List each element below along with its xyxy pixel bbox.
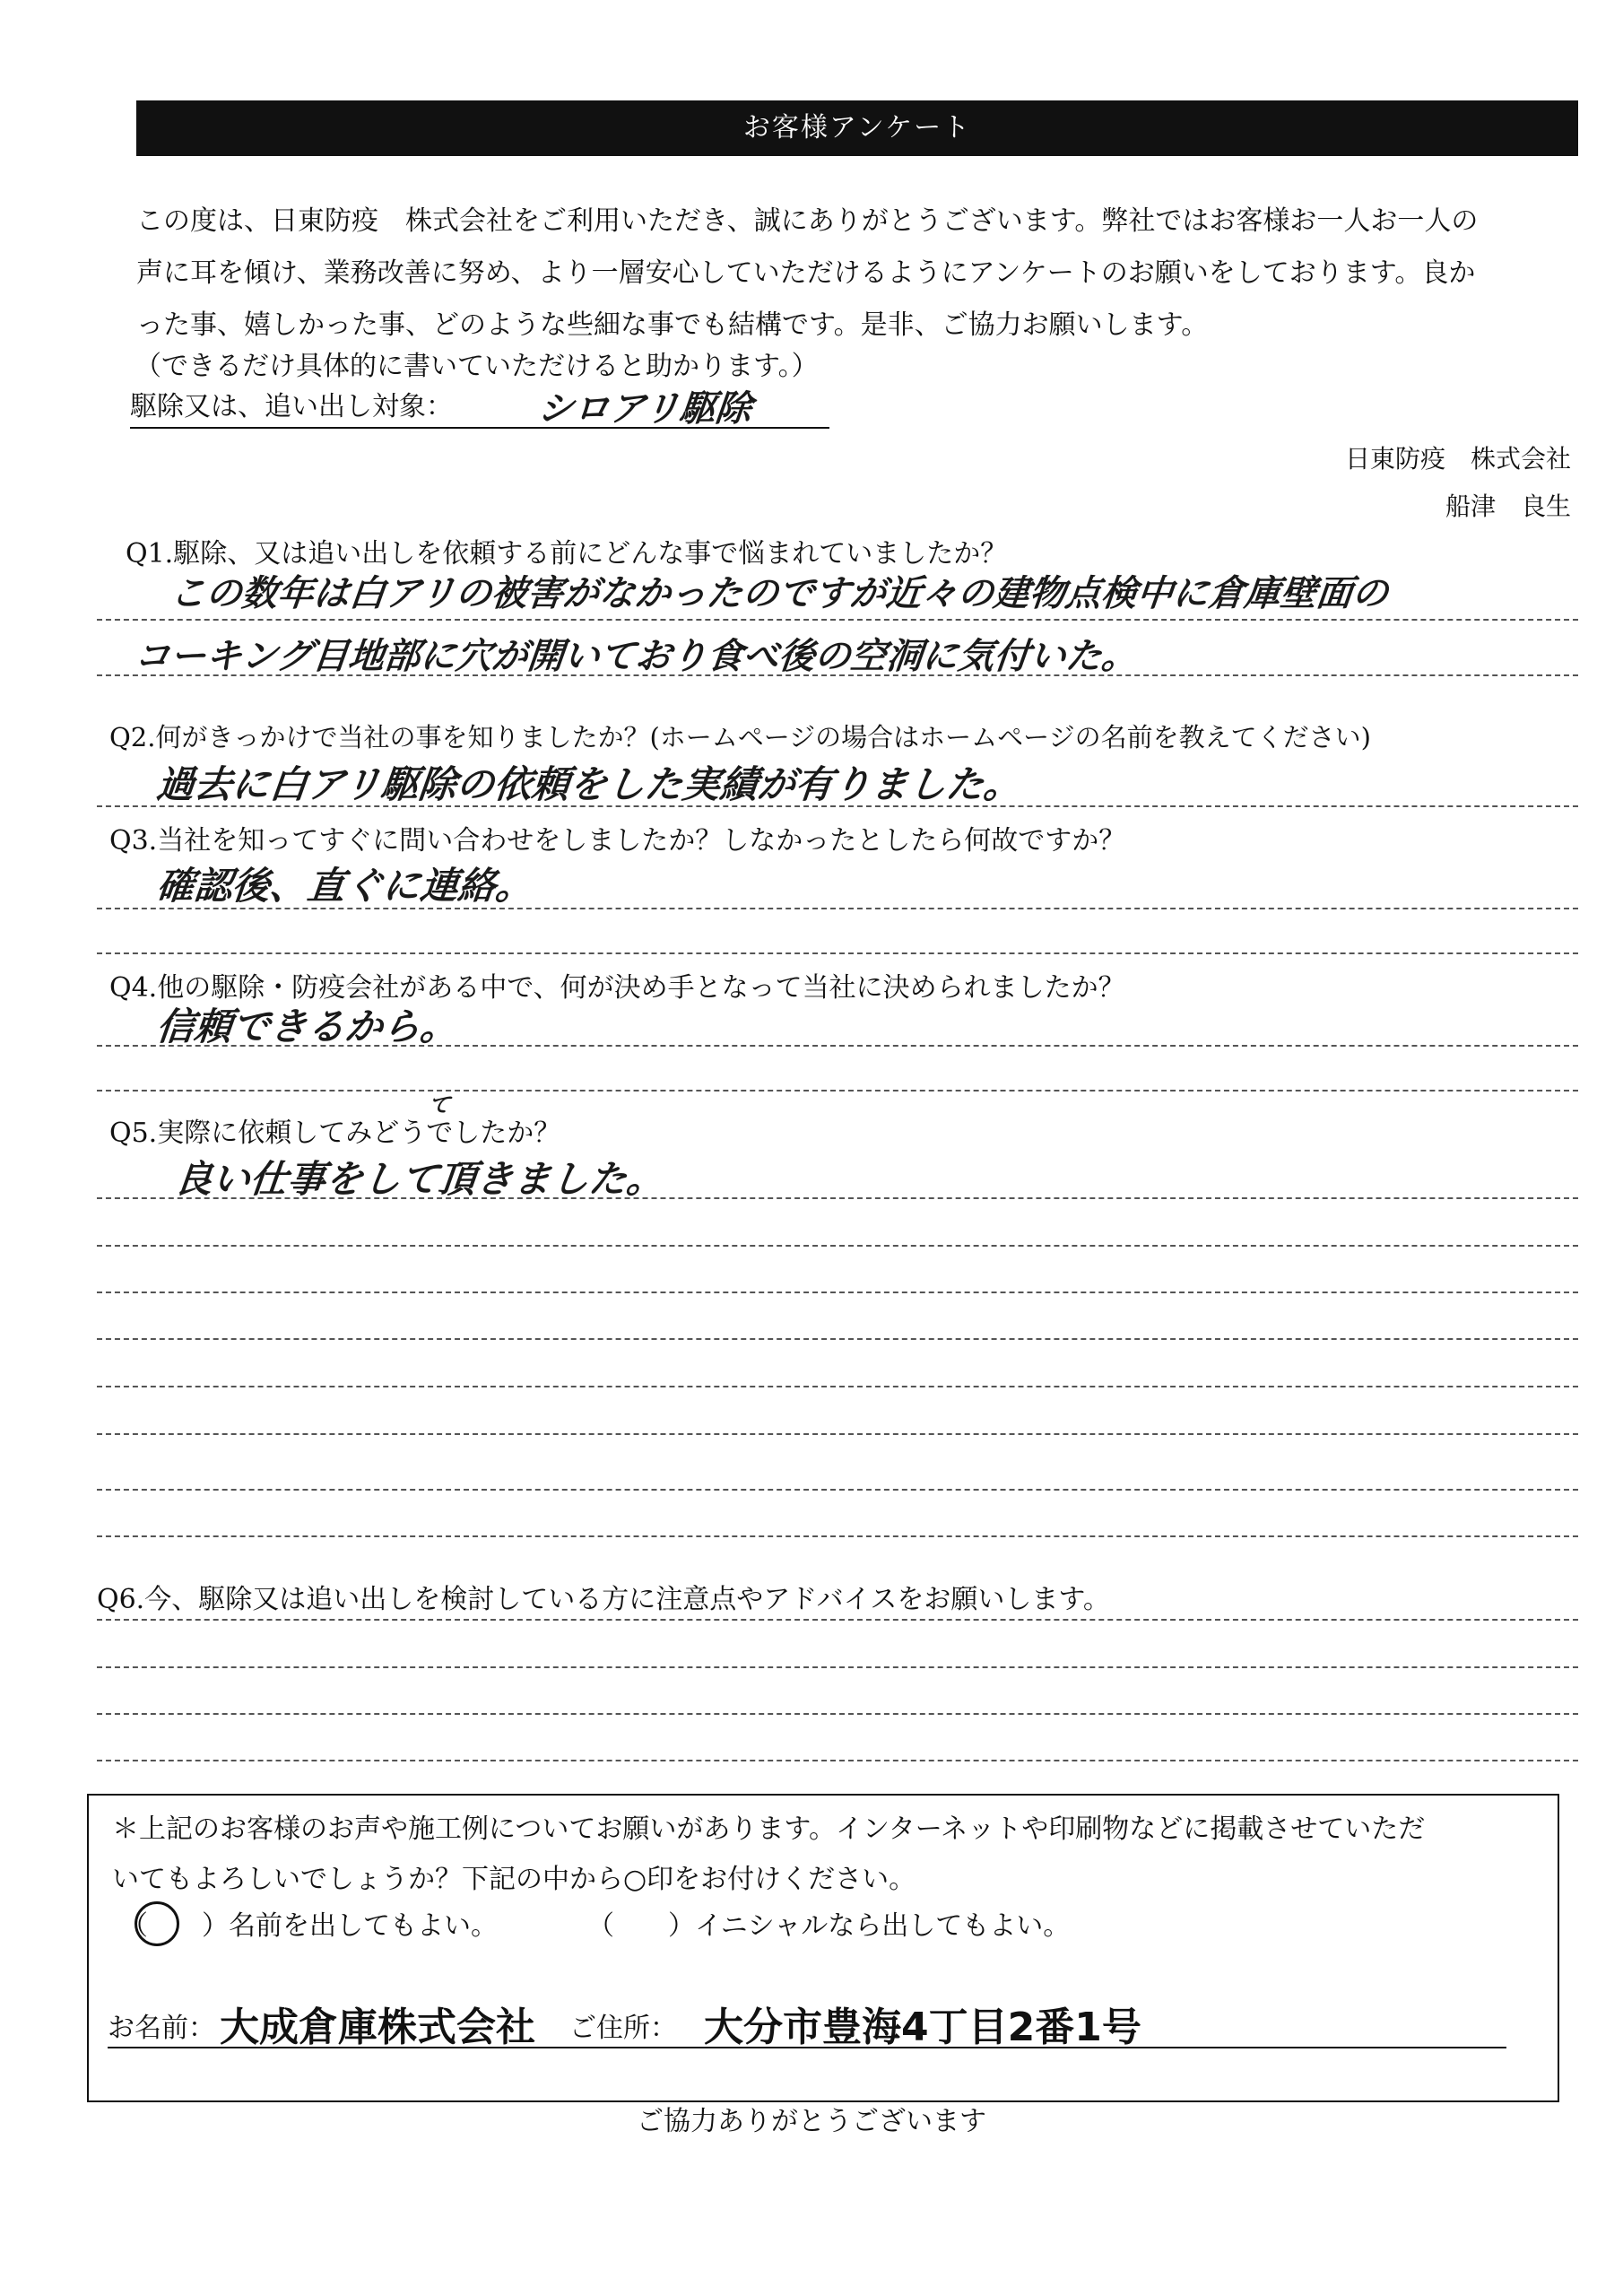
instruction-note: （できるだけ具体的に書いていただけると助かります。） — [135, 351, 819, 382]
target-field — [130, 387, 829, 429]
question-4: Q4.他の駆除・防疫会社がある中で、何が決め手となって当社に決められましたか？ — [109, 972, 1125, 1004]
target-label: 駆除又は、追い出し対象： — [130, 391, 453, 422]
answer-line — [97, 805, 1578, 807]
intro-line-1: この度は、日東防疫 株式会社をご利用いただき、誠にありがとうございます。弊社ではお客様お一人お一人の — [136, 205, 1479, 237]
answer-line — [97, 1666, 1578, 1668]
question-2: Q2.何がきっかけで当社の事を知りましたか？(ホームページの場合はホームページの名前を教えてください) — [109, 722, 1371, 752]
answer-line — [97, 908, 1578, 909]
intro-line-2: 声に耳を傾け、業務改善に努め、より一層安心していただけるようにアンケートのお願いをしております。良か — [136, 257, 1476, 289]
answer-line — [97, 1713, 1578, 1715]
intro-line-3: った事、嬉しかった事、どのような些細な事でも結構です。是非、ご協力お願いします。 — [136, 309, 1209, 341]
selected-circle-mark — [135, 1901, 179, 1946]
thanks-message: ご協力ありがとうございます — [637, 2106, 986, 2137]
answer-2-line-1: 過去に白アリ駆除の依頼をした実績が有りました。 — [154, 762, 1024, 806]
answer-line — [97, 1090, 1578, 1091]
answer-line — [97, 952, 1578, 954]
consent-option-initials[interactable]: （ ）イニシャルなら出してもよい。 — [587, 1910, 1071, 1942]
question-5: Q5.実際に依頼してみどうでしたか？ — [109, 1118, 561, 1149]
name-label: お名前： — [108, 2013, 215, 2044]
answer-1-line-2: コーキング目地部に穴が開いており食べ後の空洞に気付いた。 — [132, 636, 1140, 677]
person-name: 船津 良生 — [1445, 491, 1571, 521]
consent-line-2: いてもよろしいでしょうか？下記の中から○印をお付けください。 — [112, 1864, 916, 1895]
answer-line — [97, 619, 1578, 621]
answer-line — [97, 1489, 1578, 1491]
answer-line — [97, 674, 1578, 676]
consent-option-name[interactable]: （ ）名前を出してもよい。 — [121, 1910, 498, 1942]
answer-line — [97, 1245, 1578, 1247]
consent-text — [112, 1805, 1538, 1905]
answer-line — [97, 1386, 1578, 1387]
survey-title: お客様アンケート — [136, 100, 1578, 156]
customer-address: 大分市豊海4丁目2番1号 — [704, 2005, 1141, 2050]
question-6: Q6.今、駆除又は追い出しを検討している方に注意点やアドバイスをお願いします。 — [97, 1584, 1110, 1615]
answer-1-line-1: この数年は白アリの被害がなかったのですが近々の建物点検中に倉庫壁面の — [168, 573, 1391, 614]
answer-5-line-1: 良い仕事をして頂きました。 — [172, 1157, 667, 1201]
answer-line — [97, 1197, 1578, 1199]
answer-line — [97, 1619, 1578, 1621]
customer-name: 大成倉庫株式会社 — [220, 2005, 535, 2050]
answer-5-insert: て — [427, 1092, 452, 1118]
answer-3-line-1: 確認後、直ぐに連絡。 — [154, 864, 536, 908]
answer-line — [97, 1338, 1578, 1340]
consent-line-1: ＊上記のお客様のお声や施工例についてお願いがあります。インターネットや印刷物などに掲載させていただ — [112, 1813, 1426, 1845]
answer-line — [97, 1535, 1578, 1537]
answer-line — [97, 1292, 1578, 1293]
answer-4-line-1: 信頼できるから。 — [154, 1004, 461, 1048]
answer-line — [97, 1045, 1578, 1047]
question-3: Q3.当社を知ってすぐに問い合わせをしましたか？しなかったとしたら何故ですか？ — [109, 825, 1126, 857]
answer-line — [97, 1760, 1578, 1761]
company-name: 日東防疫 株式会社 — [1344, 444, 1571, 474]
target-value: シロアリ駆除 — [535, 388, 754, 430]
address-label: ご住所： — [569, 2013, 677, 2044]
answer-line — [97, 1433, 1578, 1435]
question-1: Q1.駆除、又は追い出しを依頼する前にどんな事で悩まれていましたか？ — [126, 538, 1008, 570]
intro-text — [136, 196, 1580, 352]
customer-info-row — [108, 1993, 1506, 2048]
